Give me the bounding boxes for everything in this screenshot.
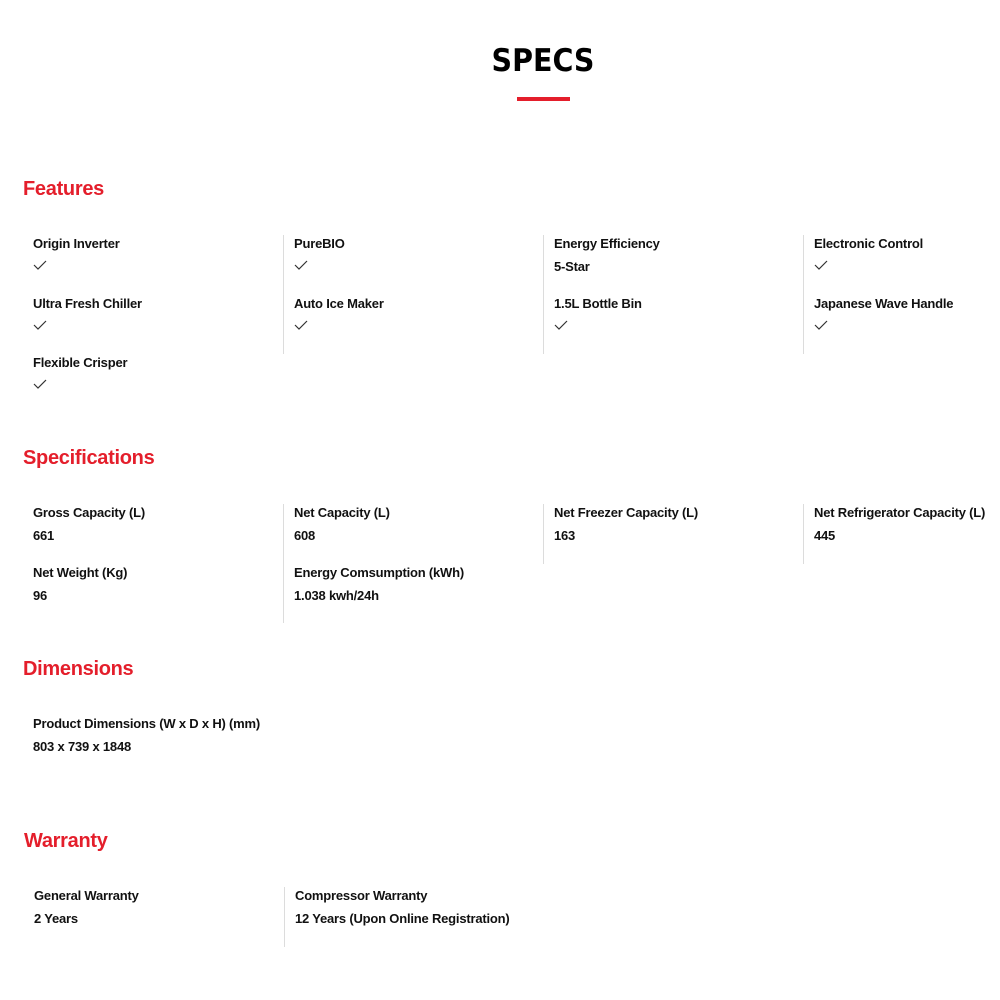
check-icon — [554, 319, 568, 331]
spec-label: Energy Comsumption (kWh) — [294, 564, 464, 580]
spec-value: 661 — [33, 528, 55, 543]
feature-item — [294, 235, 543, 295]
feature-value: 5-Star — [554, 259, 590, 274]
feature-item — [33, 354, 283, 414]
spec-value: 1.038 kwh/24h — [294, 587, 379, 603]
check-icon — [814, 319, 828, 331]
feature-item — [814, 235, 1000, 295]
check-icon — [33, 319, 47, 331]
features-column — [803, 235, 1000, 354]
warranty-value: 12 Years (Upon Online Registration) — [295, 911, 510, 926]
spec-value: 608 — [294, 528, 316, 543]
feature-label: 1.5L Bottle Bin — [554, 295, 642, 311]
warranty-label: General Warranty — [34, 888, 139, 903]
warranty-value: 2 Years — [34, 911, 78, 926]
spec-label: Net Freezer Capacity (L) — [554, 505, 699, 520]
features-column — [23, 235, 283, 414]
features-grid — [23, 235, 1000, 414]
spec-value: 96 — [33, 587, 48, 603]
feature-item — [33, 295, 283, 355]
feature-item — [554, 235, 803, 295]
feature-item — [554, 295, 803, 355]
warranty-grid — [24, 887, 544, 947]
page-title: SPECS — [491, 43, 595, 79]
feature-label: PureBIO — [294, 236, 345, 251]
dimension-label: Product Dimensions (W x D x H) (mm) — [33, 716, 261, 731]
spec-label: Net Capacity (L) — [294, 505, 390, 520]
spec-value: 163 — [554, 528, 576, 543]
warranty-column — [24, 887, 284, 947]
feature-label: Japanese Wave Handle — [814, 295, 954, 311]
feature-label: Ultra Fresh Chiller — [33, 295, 142, 311]
check-icon — [814, 259, 828, 271]
dimension-value: 803 x 739 x 1848 — [33, 739, 132, 754]
feature-item — [814, 295, 1000, 355]
specifications-heading: Specifications — [23, 447, 155, 469]
spec-label: Gross Capacity (L) — [33, 505, 145, 520]
spec-item — [554, 504, 803, 564]
check-icon — [33, 259, 47, 271]
features-column — [543, 235, 803, 354]
warranty-item — [34, 887, 284, 947]
specifications-grid — [23, 504, 1000, 623]
spec-label: Net Weight (Kg) — [33, 564, 128, 580]
spec-label: Net Refrigerator Capacity (L) — [814, 505, 986, 520]
spec-value: 445 — [814, 528, 836, 543]
specifications-column — [23, 504, 283, 623]
features-column — [283, 235, 543, 354]
feature-label: Energy Efficiency — [554, 236, 660, 251]
spec-item — [814, 504, 1000, 564]
specifications-column — [543, 504, 803, 564]
feature-label: Flexible Crisper — [33, 355, 128, 370]
dimensions-column — [23, 715, 283, 775]
dimension-item — [33, 715, 283, 775]
dimensions-heading: Dimensions — [23, 658, 134, 680]
specifications-column — [283, 504, 543, 623]
spec-item — [294, 504, 543, 564]
warranty-label: Compressor Warranty — [295, 888, 428, 903]
spec-item — [294, 564, 543, 624]
features-heading: Features — [23, 178, 104, 200]
spec-item — [33, 564, 283, 624]
feature-item — [294, 295, 543, 355]
check-icon — [294, 319, 308, 331]
dimensions-grid — [23, 715, 283, 775]
feature-label: Origin Inverter — [33, 236, 120, 251]
feature-label: Auto Ice Maker — [294, 295, 384, 311]
warranty-heading: Warranty — [24, 830, 108, 852]
check-icon — [33, 378, 47, 390]
warranty-column — [284, 887, 544, 947]
warranty-item — [295, 887, 544, 947]
spec-item — [33, 504, 283, 564]
feature-item — [33, 235, 283, 295]
specifications-column — [803, 504, 1000, 564]
title-underline — [517, 97, 570, 101]
check-icon — [294, 259, 308, 271]
feature-label: Electronic Control — [814, 236, 924, 251]
